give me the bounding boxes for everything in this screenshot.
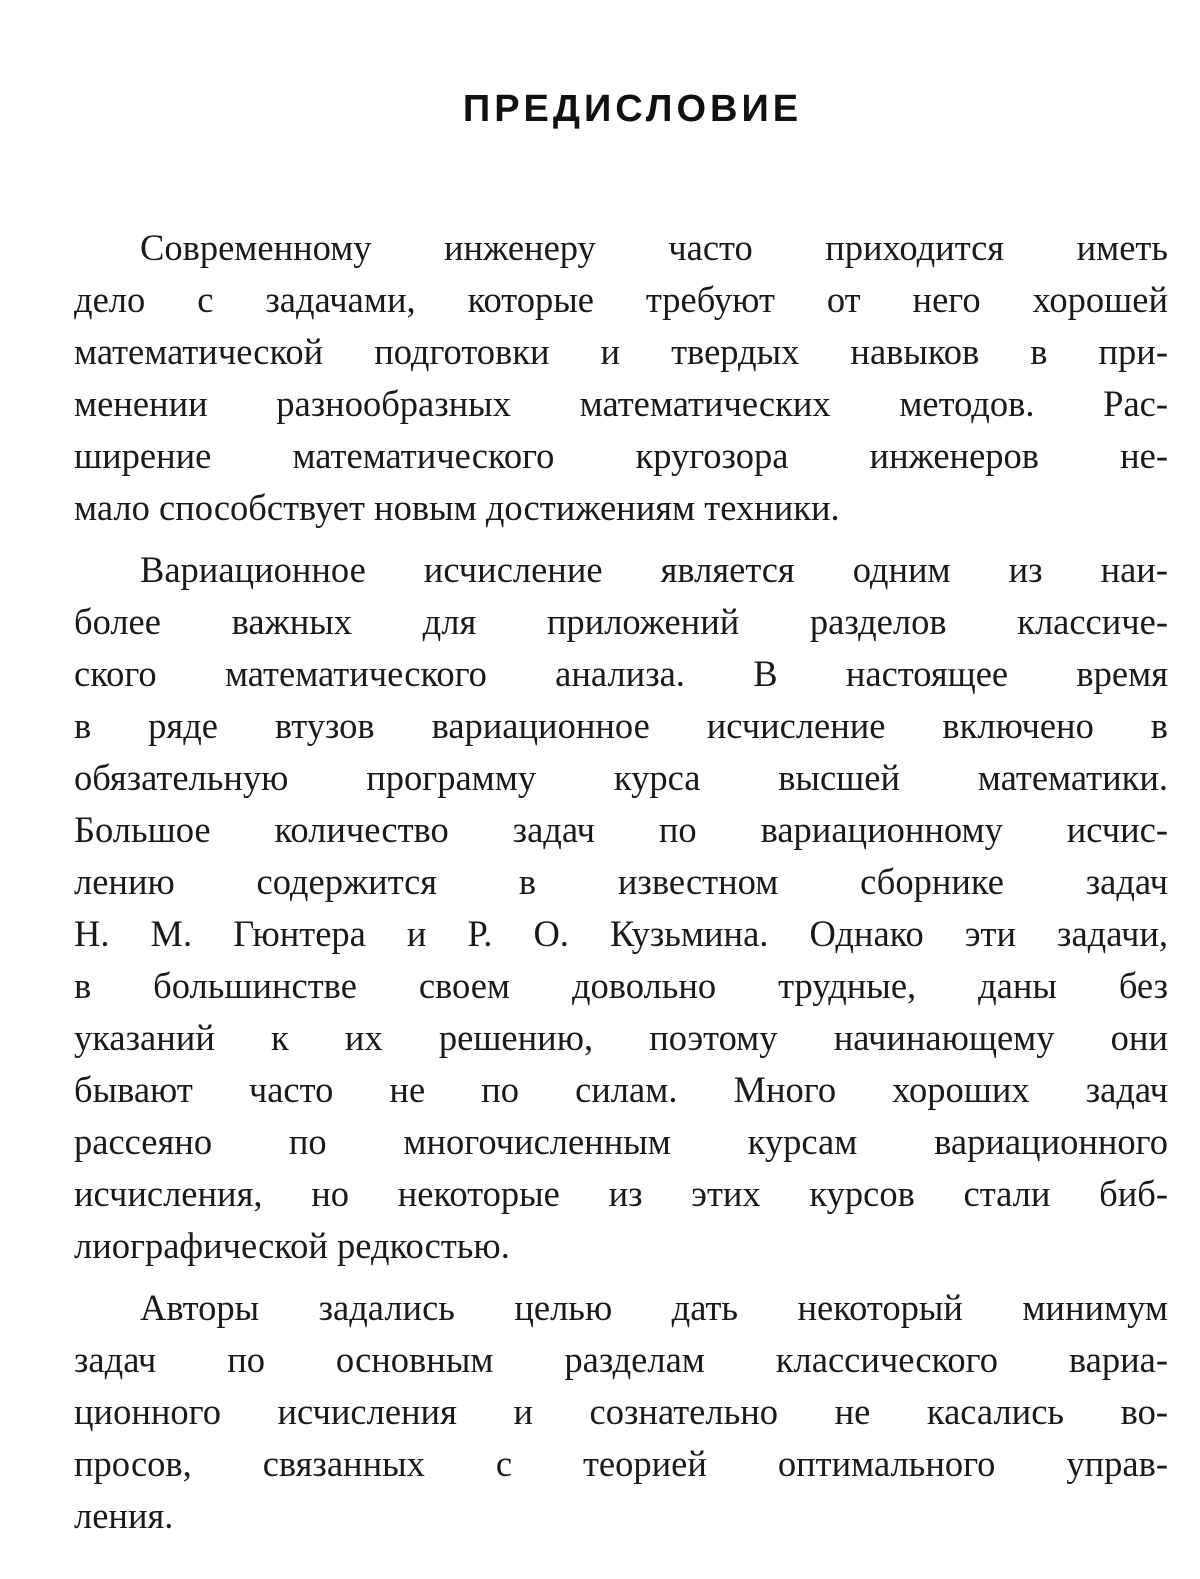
- paragraph-3-line-3: ционного исчисления и сознательно не касались во-: [74, 1391, 1168, 1432]
- paragraph-1-line-3: математической подготовки и твердых навыков в при-: [74, 331, 1168, 372]
- paragraph-2-line-7: лению содержится в известном сборнике задач: [74, 861, 1168, 902]
- paragraph-2-line-5: обязательную программу курса высшей математики.: [74, 757, 1168, 798]
- paragraph-2-line-11: бывают часто не по силам. Много хороших задач: [74, 1069, 1168, 1110]
- page-title: ПРЕДИСЛОВИЕ: [462, 88, 803, 130]
- paragraph-3-line-5: ления.: [74, 1495, 174, 1536]
- paragraph-2-line-14: лиографической редкостью.: [74, 1225, 510, 1266]
- paragraph-2-line-6: Большое количество задач по вариационному исчис-: [74, 809, 1168, 850]
- paragraph-2-line-13: исчисления, но некоторые из этих курсов стали биб-: [74, 1173, 1168, 1214]
- paragraph-2-line-4: в ряде втузов вариационное исчисление включено в: [74, 705, 1168, 746]
- paragraph-1-line-6: мало способствует новым достижениям техники.: [74, 487, 840, 528]
- paragraph-2-line-10: указаний к их решению, поэтому начинающему они: [74, 1017, 1168, 1058]
- paragraph-2-line-3: ского математического анализа. В настоящее время: [74, 653, 1168, 694]
- paragraph-3-line-2: задач по основным разделам классического вариа-: [74, 1339, 1168, 1380]
- paragraph-2-line-12: рассеяно по многочисленным курсам вариационного: [74, 1121, 1168, 1162]
- paragraph-2-line-9: в большинстве своем довольно трудные, даны без: [74, 965, 1168, 1006]
- paragraph-3-line-4: просов, связанных с теорией оптимального управ-: [74, 1443, 1168, 1484]
- paragraph-2-line-1: Вариационное исчисление является одним из наи-: [140, 549, 1168, 590]
- paragraph-1-line-5: ширение математического кругозора инженеров не-: [74, 435, 1168, 476]
- paragraph-2-line-2: более важных для приложений разделов классиче-: [74, 601, 1168, 642]
- paragraph-3-line-1: Авторы задались целью дать некоторый минимум: [140, 1287, 1168, 1328]
- paragraph-1-line-2: дело с задачами, которые требуют от него хорошей: [74, 279, 1168, 320]
- paragraph-2-line-8: Н. М. Гюнтера и Р. О. Кузьмина. Однако эти задачи,: [74, 913, 1168, 954]
- paragraph-1-line-4: менении разнообразных математических методов. Рас-: [74, 383, 1168, 424]
- paragraph-1-line-1: Современному инженеру часто приходится иметь: [140, 227, 1168, 268]
